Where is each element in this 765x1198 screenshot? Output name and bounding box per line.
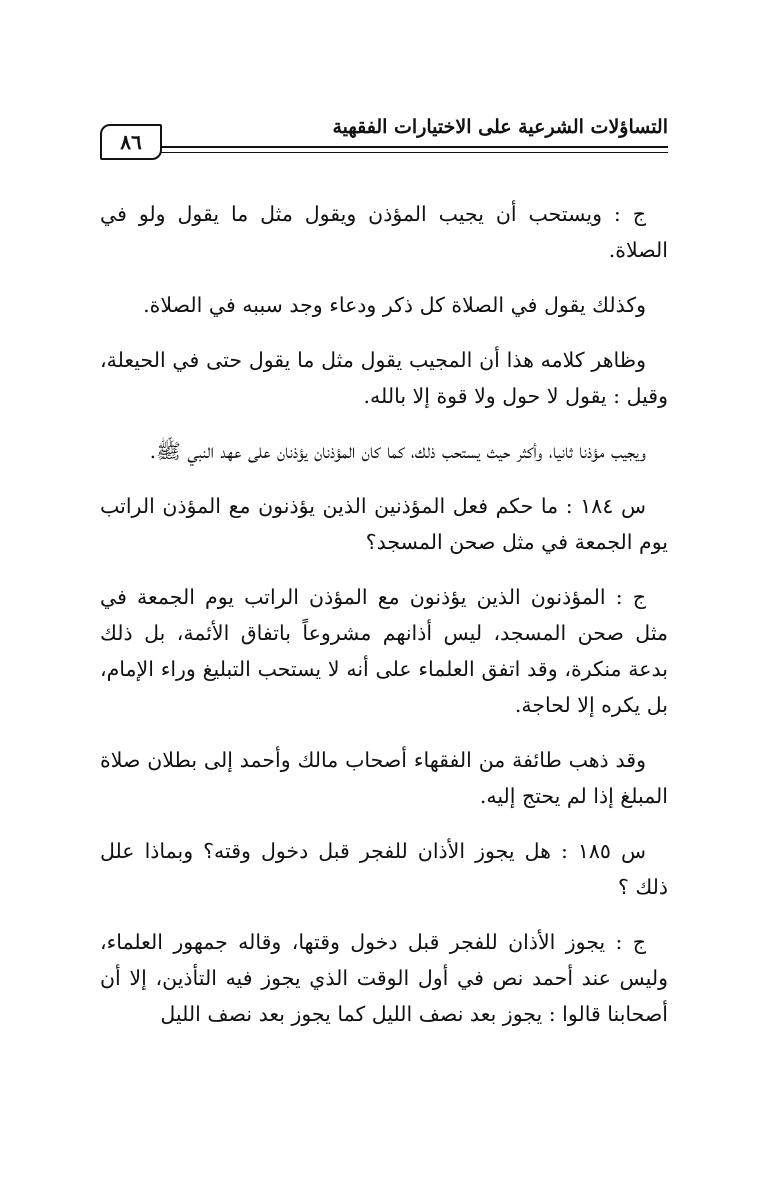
answer-185: ج : يجوز الأذان للفجر قبل دخول وقتها، وقاله جمهور العلماء، وليس عند أحمد نص في أول الوقت الذي يجوز فيه التأذين، إلا أن أصحابنا قالوا : يجوز بعد نصف الليل كما يجوز بعد نصف الليل [100,930,668,1026]
paragraph-7: وقد ذهب طائفة من الفقهاء أصحاب مالك وأحمد إلى بطلان صلاة المبلغ إذا لم يحتج إليه. [100,748,668,808]
paragraph-answer-1: ج : ويستحب أن يجيب المؤذن ويقول مثل ما يقول ولو في الصلاة. [100,202,668,262]
question-184: س ١٨٤ : ما حكم فعل المؤذنين الذين يؤذنون مع المؤذن الراتب يوم الجمعة في مثل صحن المسجد؟ [100,494,668,554]
paragraph-4: ويجيب مؤذنا ثانيا، وأكثر حيث يستحب ذلك، كما كان المؤذنان يؤذنان على عهد النبي ﷺ. [149,439,646,463]
answer-184: ج : المؤذنون الذين يؤذنون مع المؤذن الراتب يوم الجمعة في مثل صحن المسجد، ليس أذانهم مشروعاً باتفاق الأئمة، بل ذلك بدعة منكرة، وقد اتفق العلماء على أنه لا يستحب التبليغ وراء الإمام، بل يكره إلا لحاجة. [100,585,668,717]
paragraph-3: وظاهر كلامه هذا أن المجيب يقول مثل ما يقول حتى في الحيعلة، وقيل : يقول لا حول ولا قوة إلا بالله. [100,348,668,408]
header-rule-thin [100,152,668,153]
running-title: التساؤلات الشرعية على الاختيارات الفقهية [332,116,668,138]
page-header [100,112,668,162]
page-body [100,196,668,1032]
paragraph-2: وكذلك يقول في الصلاة كل ذكر ودعاء وجد سببه في الصلاة. [143,293,646,317]
header-rule [100,146,668,148]
question-185: س ١٨٥ : هل يجوز الأذان للفجر قبل دخول وقته؟ وبماذا علل ذلك ؟ [100,839,668,899]
page-number: ٨٦ [100,124,162,160]
